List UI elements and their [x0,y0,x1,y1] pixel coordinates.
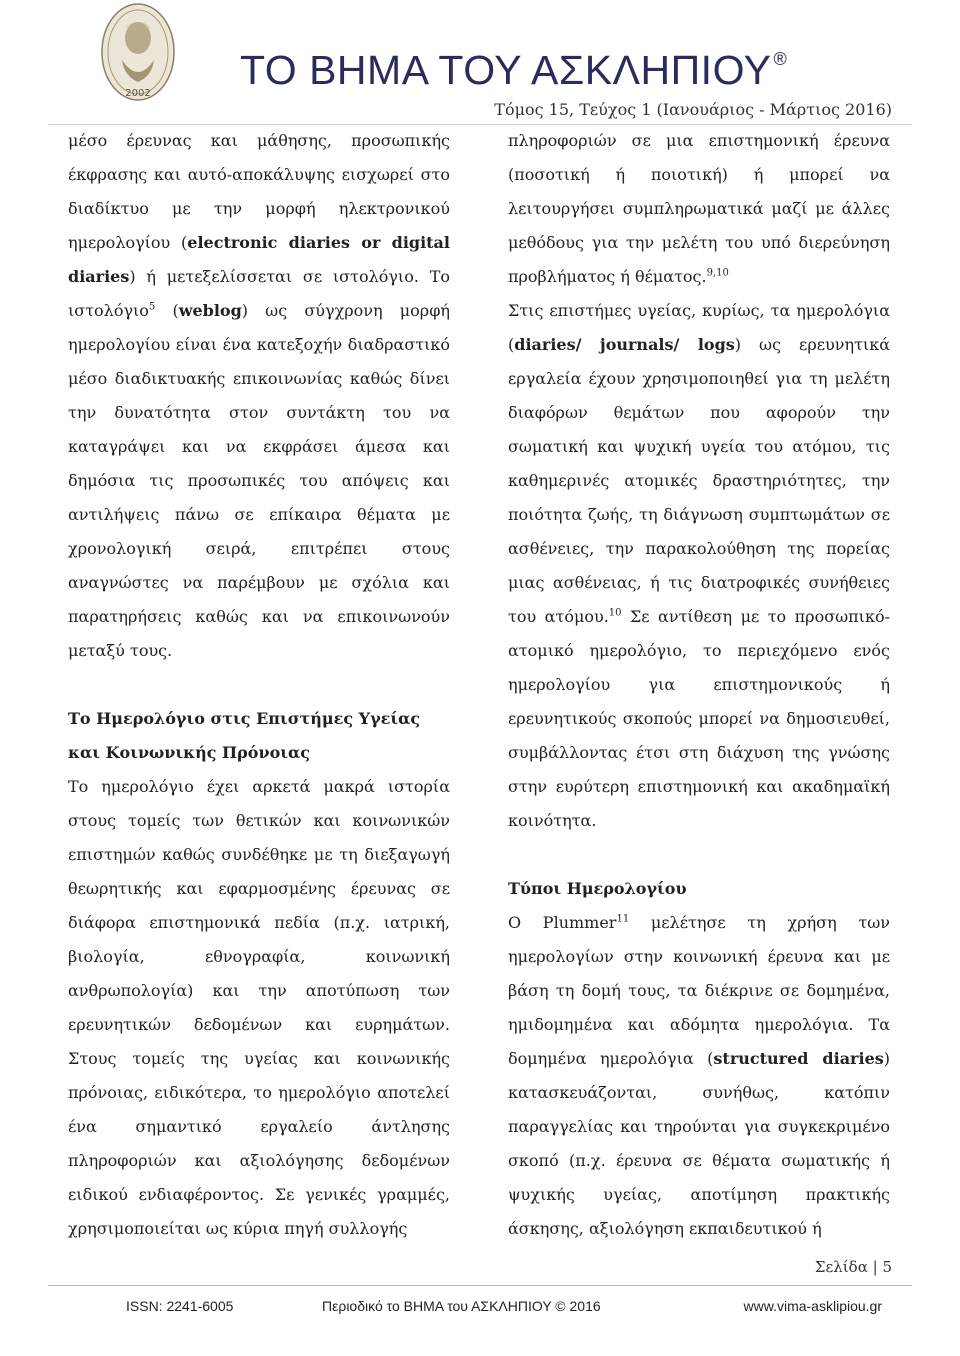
paragraph-ejournals: μέσο έρευνας και μάθησης, προσωπικής έκφρασης και αυτό-αποκάλυψης εισχωρεί στο διαδίκτυο με την μορφή ηλεκτρονικού ημερολογίου (electronic diaries or digital diaries) ή μετεξελίσσεται σε ιστολόγιο. Το ιστολόγιο$^5$ (weblog) ως σύγχρονη μορφή ημερολογίου είναι ένα κατεξοχήν διαδραστικό μέσο διαδικτυακής επικοινωνίας καθώς δίνει την δυνατότητα στον συντάκτη του να καταγράψει και να εκφράσει άμεσα και δημόσια τις προσωπικές του απόψεις και αντιλήψεις πάνω σε επίκαιρα θέματα με χρονολογική σειρά, επιτρέπει στους αναγνώστες να παρέμβουν με σχόλια και παρατηρήσεις καθώς και να επικοινωνούν μεταξύ τους. [68,131,450,660]
section-heading-diary-types: Τύποι Ημερολογίου [508,879,687,898]
spacer [68,668,450,702]
footer-website[interactable]: www.vima-asklipiou.gr [743,1298,882,1314]
right-column [508,124,890,1246]
page-number: Σελίδα | 5 [814,1258,892,1276]
footer-issn: ISSN: 2241-6005 [126,1298,234,1314]
citation-ref: 11 [616,913,630,925]
paragraph-plummer: Ο Plummer$^{11}$ μελέτησε τη χρήση των ημερολογίων στην κοινωνική έρευνα και με βάση τη δομή τους, τα διέκρινε σε δομημένα, ημιδομημένα και αδόμητα ημερολόγια. Τα δομημένα ημερολόγια (structured diaries) κατασκευάζονται, συνήθως, κατόπιν παραγγελίας και τηρούνται για συγκεκριμένο σκοπό (π.χ. έρευνα σε θέματα σωματικής ή ψυχικής υγείας, αποτίμηση πρακτικής άσκησης, αξιολόγηση εκπαιδευτικού ή [508,913,890,1238]
paragraph-history: Το ημερολόγιο έχει αρκετά μακρά ιστορία στους τομείς των θετικών και κοινωνικών επιστημών καθώς συνδέθηκε με τη διεξαγωγή θεωρητικής και εφαρμοσμένης έρευνας σε διάφορα επιστημονικά πεδία (π.χ. ιατρική, βιολογία, εθνογραφία, κοινωνική ανθρωπολογία) και την αποτύπωση των ερευνητικών δεδομένων και ευρημάτων. Στους τομείς της υγείας και κοινωνικής πρόνοιας, ειδικότερα, το ημερολόγιο αποτελεί ένα σημαντικό εργαλείο άντλησης πληροφοριών και αξιολόγησης δεδομένων ειδικού ενδιαφέροντος. Σε γενικές γραμμές, χρησιμοποιείται ως κύρια πηγή συλλογής [68,777,450,1238]
citation-ref: 10 [608,607,622,619]
left-column [68,124,450,1246]
paragraph-information: πληροφοριών σε μια επιστημονική έρευνα (ποσοτική ή ποιοτική) ή μπορεί να λειτουργήσει συμπληρωματικά μαζί με άλλες μεθόδους για την μελέτη του υπό διερεύνηση προβλήματος ή θέματος.$^{9,10}$ [508,131,890,286]
section-heading-health-sciences: Το Ημερολόγιο στις Επιστήμες Υγείας και Κοινωνικής Πρόνοιας [68,709,421,762]
spacer [508,838,890,872]
paragraph-health-diaries: Στις επιστήμες υγείας, κυρίως, τα ημερολόγια (diaries/ journals/ logs) ως ερευνητικά εργαλεία έχουν χρησιμοποιηθεί για τη μελέτη διαφόρων θεμάτων που αφορούν την σωματική και ψυχική υγεία του ατόμου, τις καθημερινές ατομικές δραστηριότητες, την ποιότητα ζωής, τη διάγνωση συμπτωμάτων σε ασθένειες, την παρακολούθηση της πορείας μιας ασθένειας, ή τις διατροφικές συνήθειες του ατόμου.$^{10}$ Σε αντίθεση με το προσωπικό-ατομικό ημερολόγιο, το περιεχόμενο ενός ημερολογίου για επιστημονικούς ή ερευνητικούς σκοπούς μπορεί να δημοσιευθεί, συμβάλλοντας έτσι στη διάχυση της γνώσης στην ευρύτερη επιστημονική και ακαδημαϊκή κοινότητα. [508,301,890,830]
registered-mark: ® [773,49,788,69]
issue-info: Τόμος 15, Τεύχος 1 (Ιανουάριος - Μάρτιος 2016) [494,100,892,119]
footer-journal: Περιοδικό το ΒΗΜΑ του ΑΣΚΛΗΠΙΟΥ © 2016 [322,1298,601,1314]
journal-logo [100,2,176,110]
citation-ref: 9,10 [706,267,729,279]
footer [48,1285,912,1336]
journal-title: ΤΟ ΒΗΜΑ ΤΟΥ ΑΣΚΛΗΠΙΟΥ ® [240,47,788,93]
citation-ref: 5 [148,301,156,313]
logo-year: 2002 [125,88,151,99]
